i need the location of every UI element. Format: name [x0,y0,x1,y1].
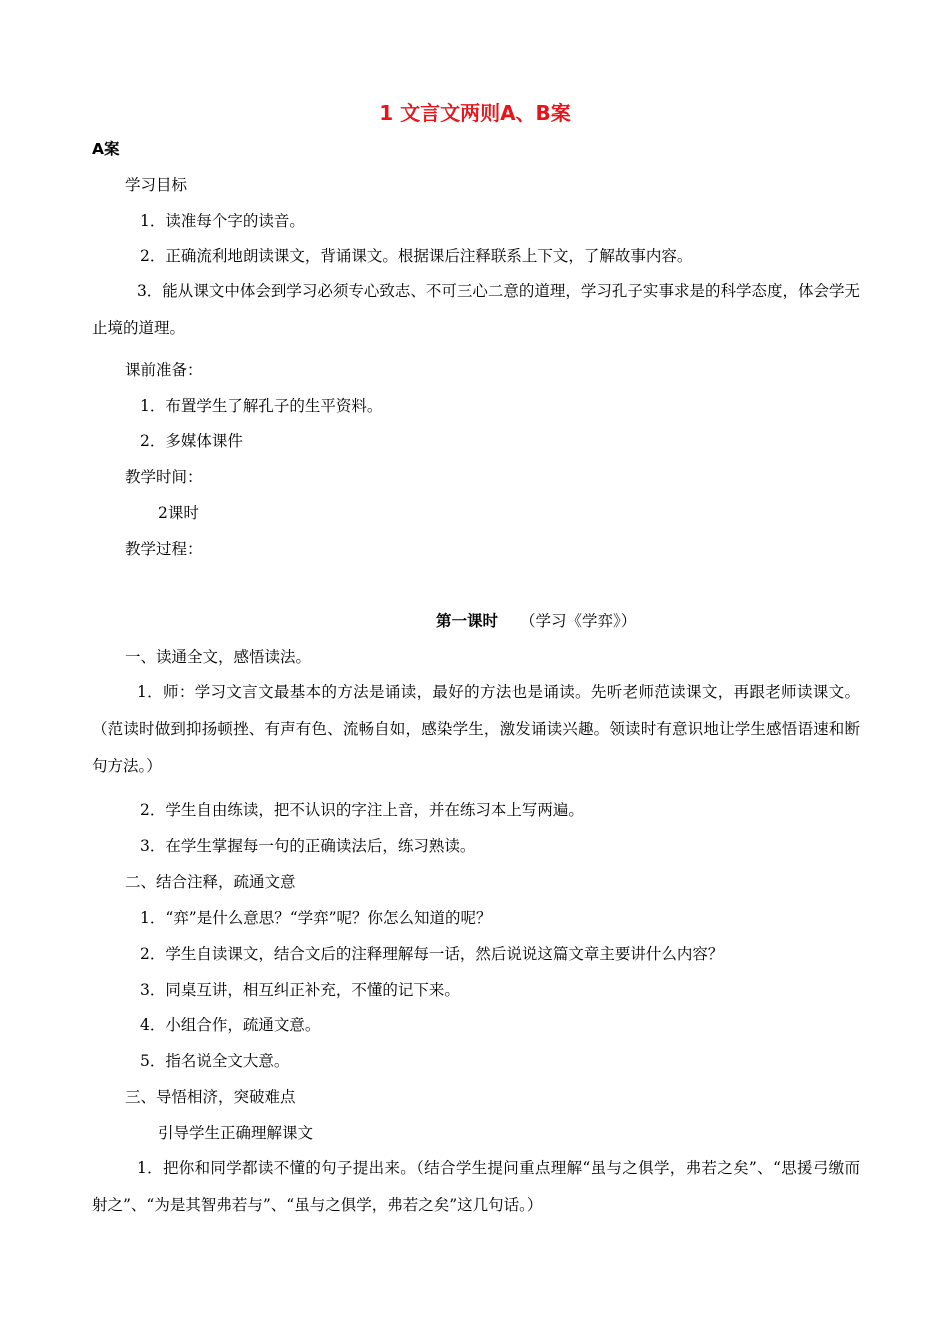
lesson1-title: 第一课时 [436,612,499,630]
part2-item: 5．指名说全文大意。 [140,1052,290,1070]
lesson1-subtitle: （学习《学弈》） [520,612,637,630]
time-heading: 教学时间： [125,468,203,486]
goal-item: 1．读准每个字的读音。 [140,212,305,230]
part2-item: 1．“弈”是什么意思？“学弈”呢？你怎么知道的呢？ [140,909,492,927]
goal-item: 2．正确流利地朗读课文，背诵课文。根据课后注释联系上下文，了解故事内容。 [140,247,693,265]
part3-heading: 三、导悟相济，突破难点 [125,1088,296,1106]
goals-heading: 学习目标 [125,176,188,194]
part1-item: 3．在学生掌握每一句的正确读法后，练习熟读。 [140,837,476,855]
part2-item: 3．同桌互讲，相互纠正补充，不懂的记下来。 [140,981,460,999]
prep-heading: 课前准备： [125,361,203,379]
section-a-label: A案 [92,140,120,158]
part3-item: 1．把你和同学都读不懂的句子提出来。（结合学生提问重点理解“虽与之俱学，弗若之矣”、“思援弓缴而射之”、“为是其智弗若与”、“虽与之俱学，弗若之矣”这几句话。） [92,1159,860,1214]
part2-item: 2．学生自读课文，结合文后的注释理解每一话，然后说说这篇文章主要讲什么内容？ [140,945,724,963]
part1-item: 2．学生自由练读，把不认识的字注上音，并在练习本上写两遍。 [140,801,584,819]
part1-item: 1．师：学习文言文最基本的方法是诵读，最好的方法也是诵读。先听老师范读课文，再跟老师读课文。（范读时做到抑扬顿挫、有声有色、流畅自如，感染学生，激发诵读兴趣。领读时有意识地让学生感悟语速和断句方法。） [92,683,860,775]
part3-intro: 引导学生正确理解课文 [158,1124,314,1142]
part1-heading: 一、读通全文，感悟读法。 [125,648,312,666]
document-title: 1 文言文两则A、B案 [379,101,571,125]
prep-item: 1．布置学生了解孔子的生平资料。 [140,397,383,415]
prep-item: 2．多媒体课件 [140,432,243,450]
process-heading: 教学过程： [125,540,203,558]
part2-heading: 二、结合注释，疏通文意 [125,873,296,891]
time-value: 2课时 [158,504,199,522]
part2-item: 4．小组合作，疏通文意。 [140,1016,321,1034]
goal-item: 3．能从课文中体会到学习必须专心致志、不可三心二意的道理，学习孔子实事求是的科学态度，体会学无止境的道理。 [92,282,860,337]
